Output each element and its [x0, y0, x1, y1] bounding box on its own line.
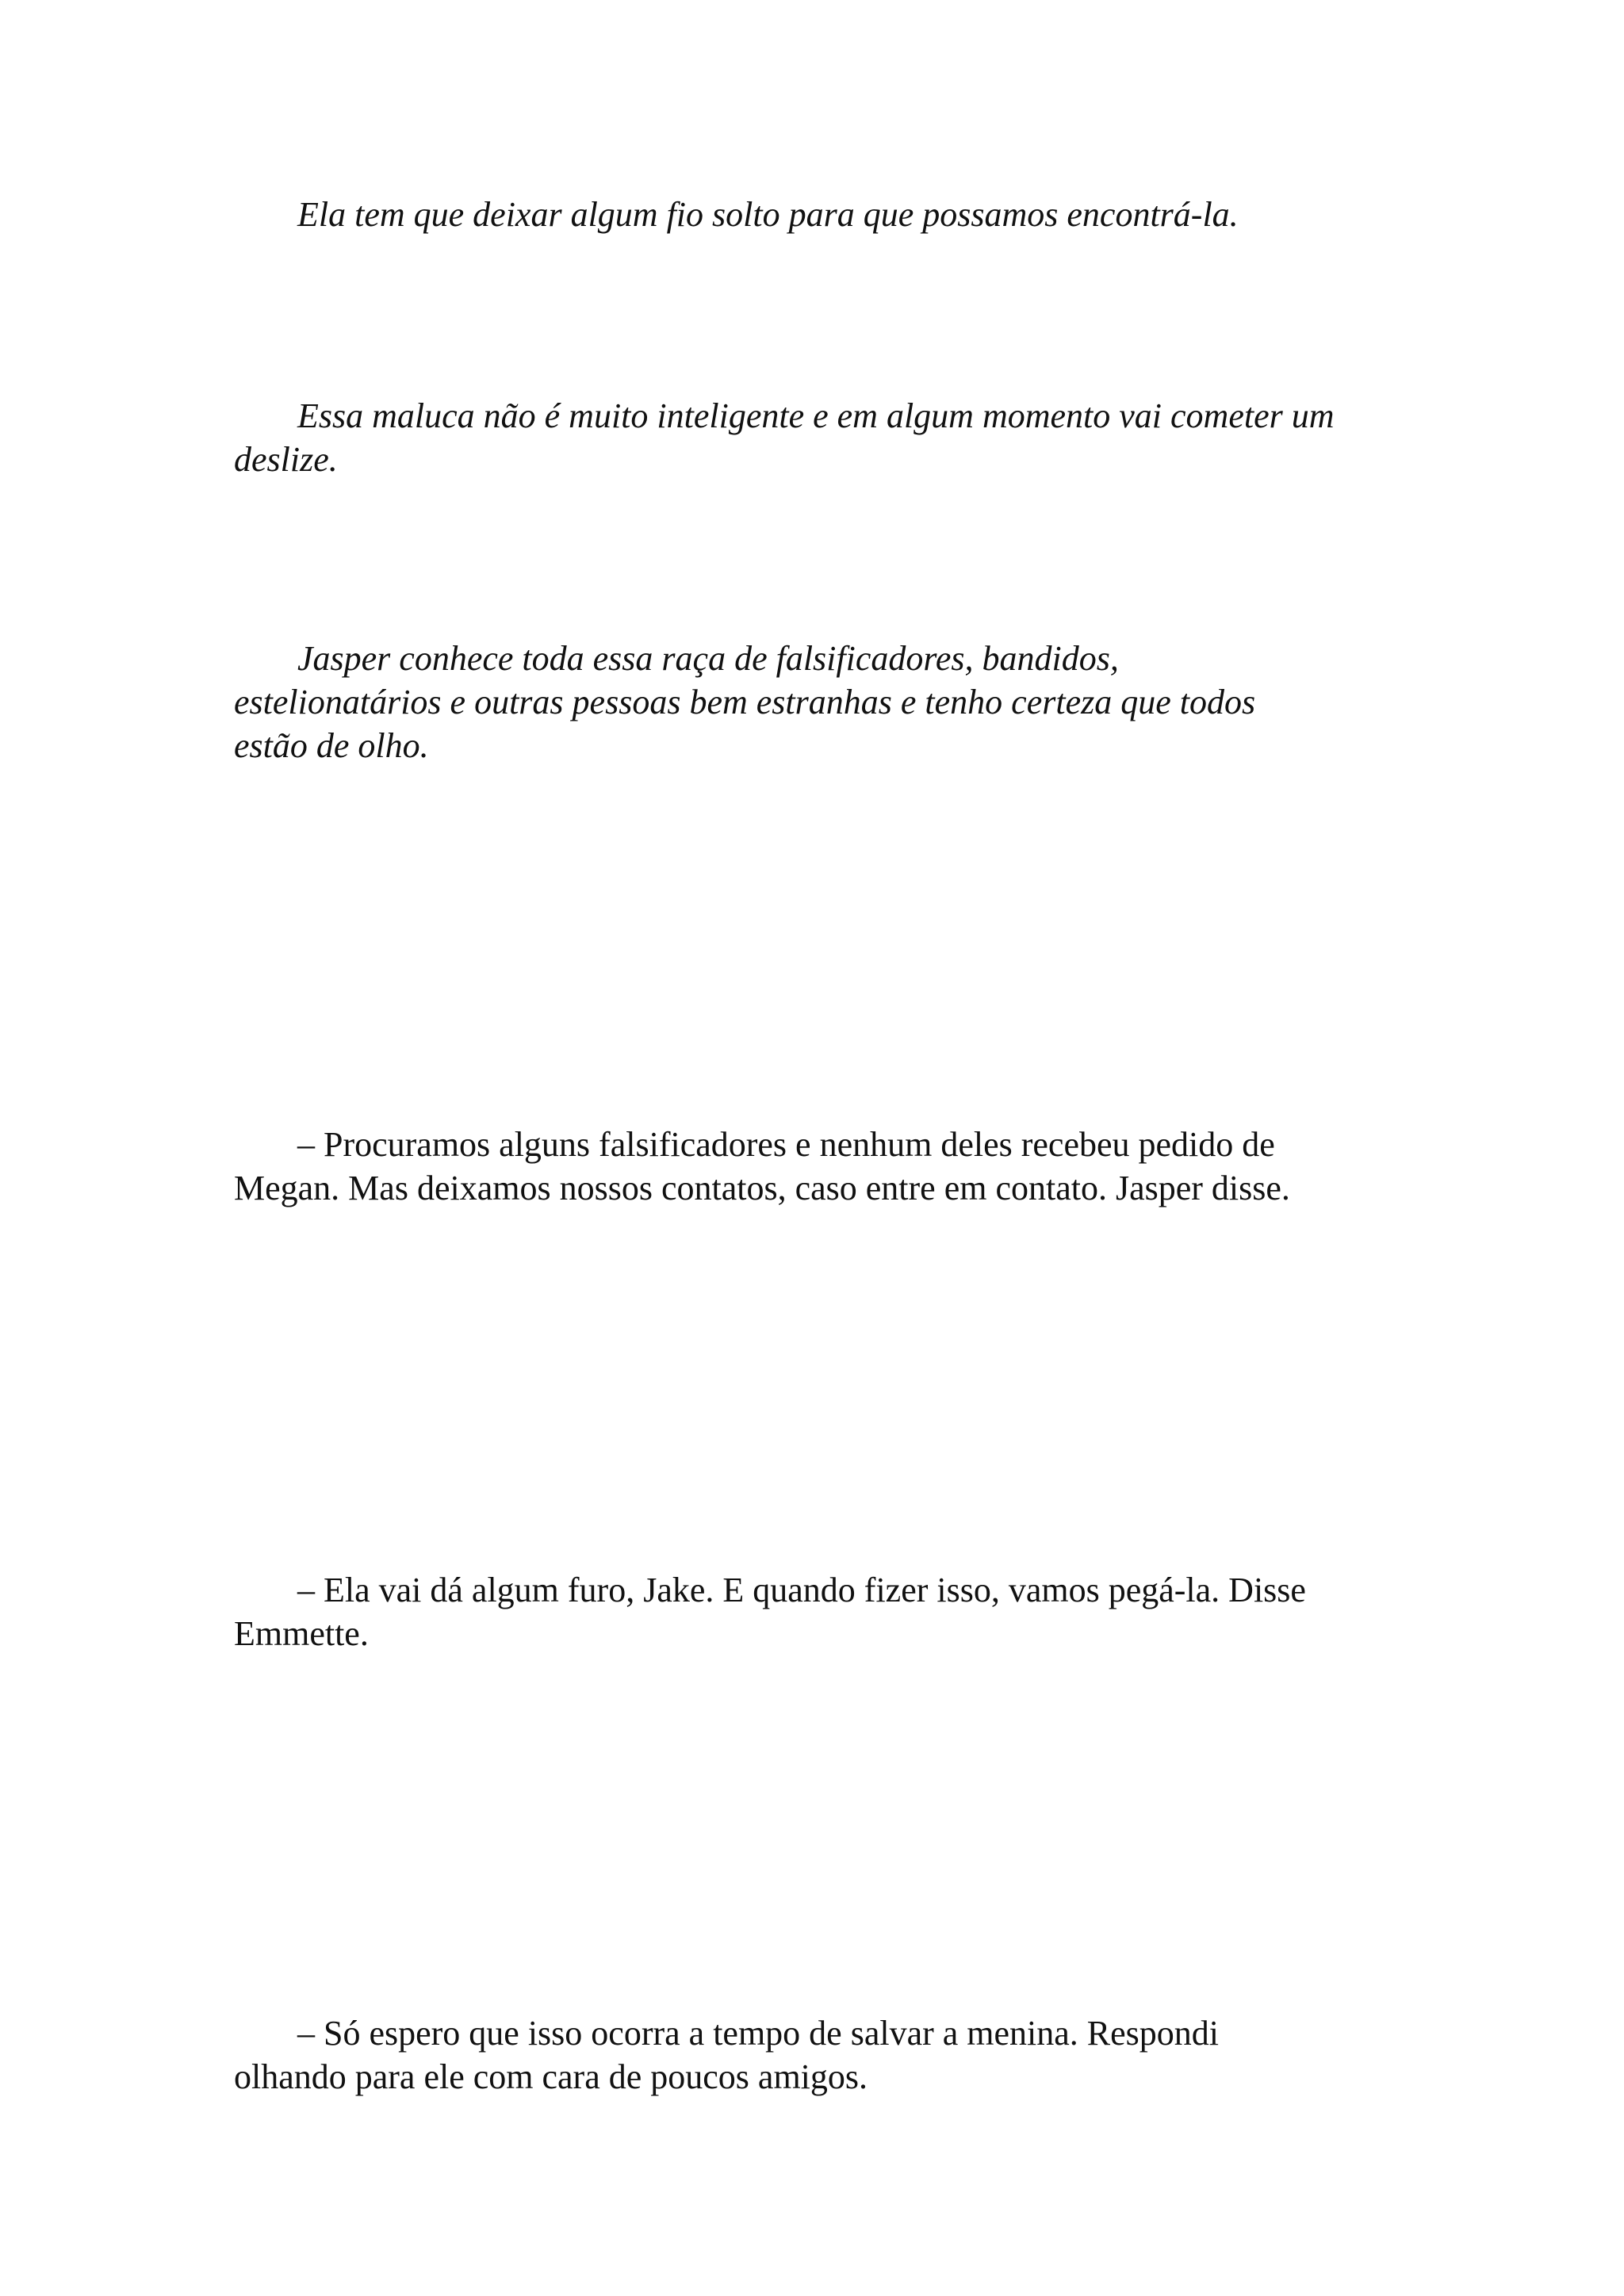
paragraph-1: Ela tem que deixar algum fio solto para que possamos encontrá-la.: [297, 195, 1239, 234]
paragraph-4: – Procuramos alguns falsificadores e nenhum deles recebeu pedido de Megan. Mas deixamos nossos contatos, caso entre em contato. Jasper disse.: [234, 1125, 1290, 1207]
paragraph-5: – Ela vai dá algum furo, Jake. E quando fizer isso, vamos pegá-la. Disse Emmette.: [234, 1571, 1306, 1653]
paragraph-6: – Só espero que isso ocorra a tempo de salvar a menina. Respondi olhando para ele com cara de poucos amigos.: [234, 2014, 1220, 2096]
paragraph-2: Essa maluca não é muito inteligente e em algum momento vai cometer um deslize.: [234, 396, 1335, 479]
paragraph-3: Jasper conhece toda essa raça de falsificadores, bandidos, estelionatários e outras pessoas bem estranhas e tenho certeza que todos estão de olho.: [234, 639, 1256, 765]
